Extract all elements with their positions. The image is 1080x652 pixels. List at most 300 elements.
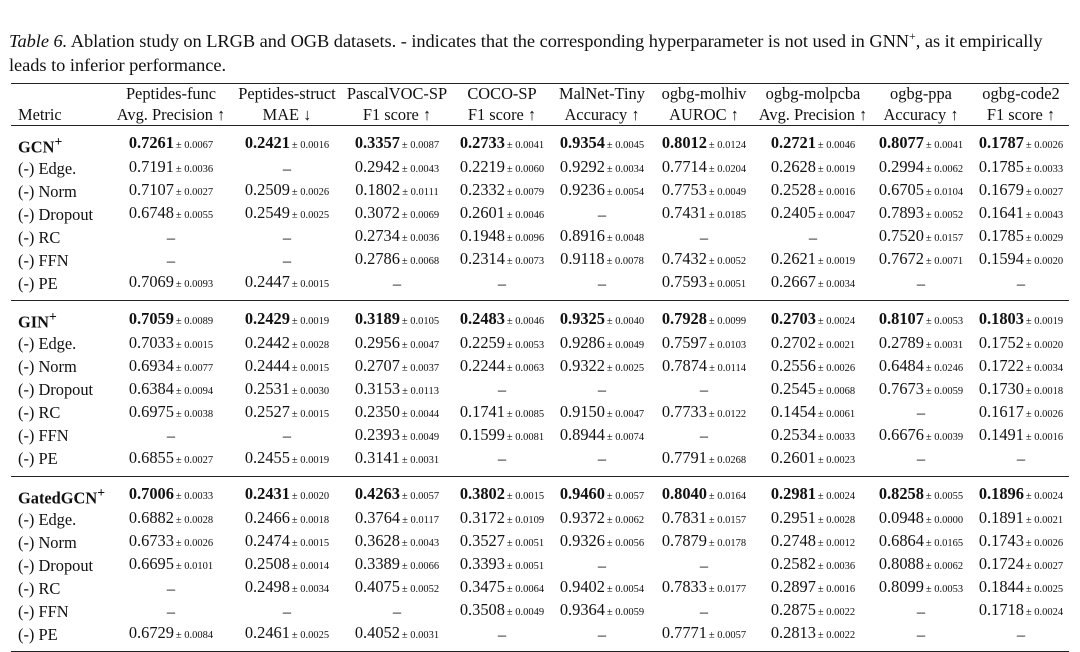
mean-value: 0.4052 xyxy=(354,623,400,643)
std-value: ± 0.0099 xyxy=(708,315,747,327)
ablation-label: (-) Dropout xyxy=(18,555,94,575)
mean-value: 0.7673 xyxy=(878,378,924,398)
mean-value: 0.2447 xyxy=(244,272,290,292)
std-value: ± 0.0043 xyxy=(401,538,440,550)
std-value: ± 0.0124 xyxy=(708,140,747,152)
dash-value: – xyxy=(282,250,292,270)
mean-value: 0.2259 xyxy=(459,332,505,352)
mean-value: 0.1594 xyxy=(978,249,1024,269)
mean-value: 0.2621 xyxy=(770,249,816,269)
value-cell xyxy=(869,623,973,652)
mean-value: 0.1785 xyxy=(978,157,1024,177)
dash-value: – xyxy=(166,426,176,446)
value-cell xyxy=(651,203,757,226)
value-cell xyxy=(973,157,1069,180)
value-cell xyxy=(651,226,757,249)
mean-value: 0.9236 xyxy=(559,180,605,200)
mean-value: 0.1724 xyxy=(978,554,1024,574)
model-sup: + xyxy=(97,484,106,500)
ablation-label: (-) Dropout xyxy=(18,380,94,400)
mean-value: 0.2474 xyxy=(244,531,290,551)
mean-value: 0.7833 xyxy=(661,577,707,597)
ablation-label: (-) PE xyxy=(18,624,58,644)
value-cell xyxy=(553,226,651,249)
std-value: ± 0.0085 xyxy=(506,408,545,420)
mean-value: 0.3172 xyxy=(459,508,505,528)
mean-value: 0.6733 xyxy=(128,531,174,551)
table-group xyxy=(11,126,1069,301)
std-value: ± 0.0015 xyxy=(291,279,330,291)
header-dataset: Peptides-func xyxy=(125,84,217,103)
value-cell xyxy=(343,476,451,508)
std-value: ± 0.0164 xyxy=(708,491,747,503)
std-value: ± 0.0020 xyxy=(291,491,330,503)
std-value: ± 0.0122 xyxy=(708,408,747,420)
std-value: ± 0.0049 xyxy=(506,607,545,619)
std-value: ± 0.0051 xyxy=(506,561,545,573)
std-value: ± 0.0165 xyxy=(925,538,964,550)
value-cell xyxy=(111,531,231,554)
ablation-label: (-) Norm xyxy=(18,532,77,552)
dash-value: – xyxy=(597,380,607,400)
table-group xyxy=(11,476,1069,651)
mean-value: 0.1641 xyxy=(978,203,1024,223)
dash-value: – xyxy=(597,204,607,224)
mean-value: 0.6705 xyxy=(878,180,924,200)
mean-value: 0.2527 xyxy=(244,401,290,421)
value-cell xyxy=(651,554,757,577)
dash-value: – xyxy=(282,426,292,446)
ablation-label: (-) Edge. xyxy=(18,509,77,529)
value-cell xyxy=(651,126,757,158)
std-value: ± 0.0036 xyxy=(817,561,856,573)
mean-value: 0.3393 xyxy=(459,554,505,574)
std-value: ± 0.0012 xyxy=(817,538,856,550)
mean-value: 0.7893 xyxy=(878,203,924,223)
value-cell xyxy=(869,333,973,356)
value-cell xyxy=(343,508,451,531)
mean-value: 0.8012 xyxy=(661,133,707,153)
value-cell xyxy=(451,333,553,356)
value-cell xyxy=(869,301,973,333)
value-cell xyxy=(553,379,651,402)
value-cell xyxy=(651,157,757,180)
value-cell xyxy=(973,600,1069,623)
std-value: ± 0.0015 xyxy=(291,538,330,550)
mean-value: 0.1948 xyxy=(459,226,505,246)
value-cell xyxy=(553,402,651,425)
std-value: ± 0.0034 xyxy=(606,164,645,176)
std-value: ± 0.0033 xyxy=(817,431,856,443)
std-value: ± 0.0081 xyxy=(506,431,545,443)
value-cell xyxy=(651,272,757,301)
value-cell xyxy=(343,402,451,425)
table-row xyxy=(11,356,1069,379)
header-metric: AUROC ↑ xyxy=(669,105,739,124)
mean-value: 0.3802 xyxy=(459,484,505,504)
mean-value: 0.2461 xyxy=(244,623,290,643)
mean-value: 0.9150 xyxy=(559,401,605,421)
dash-value: – xyxy=(699,601,709,621)
std-value: ± 0.0045 xyxy=(606,140,645,152)
table-row xyxy=(11,448,1069,477)
table-header xyxy=(11,84,1069,126)
value-cell xyxy=(451,180,553,203)
value-cell xyxy=(973,356,1069,379)
dash-value: – xyxy=(1016,449,1026,469)
mean-value: 0.7831 xyxy=(661,508,707,528)
std-value: ± 0.0109 xyxy=(506,515,545,527)
caption-sup: + xyxy=(909,29,916,43)
std-value: ± 0.0020 xyxy=(1025,256,1064,268)
value-cell xyxy=(973,531,1069,554)
value-cell xyxy=(111,157,231,180)
std-value: ± 0.0015 xyxy=(175,339,214,351)
value-cell xyxy=(757,448,869,477)
value-cell xyxy=(869,577,973,600)
table-row xyxy=(11,333,1069,356)
value-cell xyxy=(231,508,343,531)
table-row xyxy=(11,272,1069,301)
mean-value: 0.7059 xyxy=(128,308,174,328)
std-value: ± 0.0043 xyxy=(1025,210,1064,222)
value-cell xyxy=(757,333,869,356)
std-value: ± 0.0185 xyxy=(708,210,747,222)
mean-value: 0.2531 xyxy=(244,378,290,398)
value-cell xyxy=(111,301,231,333)
std-value: ± 0.0016 xyxy=(1025,431,1064,443)
header-metric: F1 score ↑ xyxy=(986,105,1056,124)
table-row xyxy=(11,249,1069,272)
mean-value: 0.9364 xyxy=(559,600,605,620)
caption-label: Table 6. xyxy=(9,31,68,51)
dash-value: – xyxy=(916,273,926,293)
std-value: ± 0.0024 xyxy=(817,315,856,327)
mean-value: 0.8916 xyxy=(559,226,605,246)
ablation-label: (-) Edge. xyxy=(18,334,77,354)
mean-value: 0.2702 xyxy=(770,332,816,352)
value-cell xyxy=(111,356,231,379)
value-cell xyxy=(343,356,451,379)
mean-value: 0.6855 xyxy=(128,447,174,467)
model-label: GIN xyxy=(18,312,49,332)
std-value: ± 0.0157 xyxy=(708,515,747,527)
mean-value: 0.2875 xyxy=(770,600,816,620)
std-value: ± 0.0037 xyxy=(401,362,440,374)
value-cell xyxy=(231,402,343,425)
value-cell xyxy=(757,600,869,623)
std-value: ± 0.0054 xyxy=(606,584,645,596)
table-row xyxy=(11,180,1069,203)
mean-value: 0.7753 xyxy=(661,180,707,200)
std-value: ± 0.0026 xyxy=(291,187,330,199)
value-cell xyxy=(231,249,343,272)
value-cell xyxy=(869,203,973,226)
dash-value: – xyxy=(166,578,176,598)
mean-value: 0.6384 xyxy=(128,378,174,398)
std-value: ± 0.0089 xyxy=(175,315,214,327)
std-value: ± 0.0019 xyxy=(817,164,856,176)
std-value: ± 0.0062 xyxy=(925,561,964,573)
value-cell xyxy=(651,531,757,554)
mean-value: 0.2332 xyxy=(459,180,505,200)
mean-value: 0.7191 xyxy=(128,157,174,177)
mean-value: 0.2601 xyxy=(770,447,816,467)
std-value: ± 0.0073 xyxy=(506,256,545,268)
value-cell xyxy=(231,379,343,402)
value-cell xyxy=(869,600,973,623)
std-value: ± 0.0049 xyxy=(401,431,440,443)
value-cell xyxy=(343,180,451,203)
value-cell xyxy=(869,272,973,301)
mean-value: 0.2442 xyxy=(244,332,290,352)
value-cell xyxy=(757,577,869,600)
std-value: ± 0.0016 xyxy=(291,140,330,152)
dash-value: – xyxy=(497,449,507,469)
std-value: ± 0.0025 xyxy=(1025,584,1064,596)
std-value: ± 0.0051 xyxy=(708,279,747,291)
dash-value: – xyxy=(166,601,176,621)
value-cell xyxy=(651,379,757,402)
header-metric: Avg. Precision ↑ xyxy=(758,105,868,124)
std-value: ± 0.0027 xyxy=(175,454,214,466)
dash-value: – xyxy=(808,227,818,247)
std-value: ± 0.0113 xyxy=(402,385,439,397)
value-cell xyxy=(757,531,869,554)
value-cell xyxy=(231,531,343,554)
value-cell xyxy=(553,425,651,448)
std-value: ± 0.0028 xyxy=(817,515,856,527)
mean-value: 0.1752 xyxy=(978,332,1024,352)
std-value: ± 0.0034 xyxy=(291,584,330,596)
value-cell xyxy=(111,554,231,577)
value-cell xyxy=(451,531,553,554)
value-cell xyxy=(757,126,869,158)
mean-value: 0.0948 xyxy=(878,508,924,528)
value-cell xyxy=(111,577,231,600)
std-value: ± 0.0059 xyxy=(606,607,645,619)
std-value: ± 0.0029 xyxy=(1025,233,1064,245)
dash-value: – xyxy=(699,227,709,247)
value-cell xyxy=(651,448,757,477)
value-cell xyxy=(973,577,1069,600)
std-value: ± 0.0022 xyxy=(817,630,856,642)
value-cell xyxy=(973,425,1069,448)
std-value: ± 0.0040 xyxy=(606,315,645,327)
std-value: ± 0.0111 xyxy=(402,187,439,199)
table-row xyxy=(11,508,1069,531)
std-value: ± 0.0026 xyxy=(1025,140,1064,152)
value-cell xyxy=(757,272,869,301)
std-value: ± 0.0027 xyxy=(1025,561,1064,573)
value-cell xyxy=(757,379,869,402)
value-cell xyxy=(231,157,343,180)
mean-value: 0.2981 xyxy=(770,484,816,504)
std-value: ± 0.0018 xyxy=(291,515,330,527)
mean-value: 0.1730 xyxy=(978,378,1024,398)
mean-value: 0.4263 xyxy=(354,484,400,504)
mean-value: 0.3141 xyxy=(354,447,400,467)
dash-value: – xyxy=(166,250,176,270)
std-value: ± 0.0019 xyxy=(1025,315,1064,327)
mean-value: 0.7879 xyxy=(661,531,707,551)
std-value: ± 0.0074 xyxy=(606,431,645,443)
ablation-label: (-) Dropout xyxy=(18,204,94,224)
mean-value: 0.1679 xyxy=(978,180,1024,200)
std-value: ± 0.0268 xyxy=(708,454,747,466)
value-cell xyxy=(111,600,231,623)
std-value: ± 0.0096 xyxy=(506,233,545,245)
mean-value: 0.2429 xyxy=(244,308,290,328)
value-cell xyxy=(451,623,553,652)
mean-value: 0.2466 xyxy=(244,508,290,528)
std-value: ± 0.0041 xyxy=(925,140,964,152)
header-dataset: COCO-SP xyxy=(467,84,537,103)
dash-value: – xyxy=(392,601,402,621)
value-cell xyxy=(343,531,451,554)
header-metric: MAE ↓ xyxy=(262,105,312,124)
value-cell xyxy=(231,425,343,448)
std-value: ± 0.0047 xyxy=(401,339,440,351)
std-value: ± 0.0024 xyxy=(817,491,856,503)
value-cell xyxy=(973,126,1069,158)
model-name xyxy=(11,126,111,158)
std-value: ± 0.0028 xyxy=(175,515,214,527)
std-value: ± 0.0026 xyxy=(1025,538,1064,550)
std-value: ± 0.0028 xyxy=(291,339,330,351)
mean-value: 0.1785 xyxy=(978,226,1024,246)
table-row xyxy=(11,577,1069,600)
std-value: ± 0.0000 xyxy=(925,515,964,527)
mean-value: 0.1722 xyxy=(978,355,1024,375)
value-cell xyxy=(651,301,757,333)
mean-value: 0.7874 xyxy=(662,355,708,375)
table-row xyxy=(11,554,1069,577)
value-cell xyxy=(973,203,1069,226)
header-metric: Accuracy ↑ xyxy=(564,105,640,124)
mean-value: 0.2444 xyxy=(244,355,290,375)
value-cell xyxy=(553,508,651,531)
std-value: ± 0.0157 xyxy=(925,233,964,245)
value-cell xyxy=(231,126,343,158)
dash-value: – xyxy=(916,601,926,621)
mean-value: 0.2748 xyxy=(770,531,816,551)
std-value: ± 0.0031 xyxy=(401,454,440,466)
std-value: ± 0.0114 xyxy=(709,362,746,374)
mean-value: 0.8040 xyxy=(661,484,707,504)
value-cell xyxy=(343,379,451,402)
std-value: ± 0.0031 xyxy=(401,630,440,642)
mean-value: 0.2393 xyxy=(354,424,400,444)
std-value: ± 0.0034 xyxy=(1025,362,1064,374)
std-value: ± 0.0026 xyxy=(1025,408,1064,420)
mean-value: 0.7069 xyxy=(128,272,174,292)
dash-value: – xyxy=(916,449,926,469)
dash-value: – xyxy=(497,624,507,644)
value-cell xyxy=(343,157,451,180)
std-value: ± 0.0026 xyxy=(817,362,856,374)
std-value: ± 0.0055 xyxy=(925,491,964,503)
mean-value: 0.7714 xyxy=(661,157,707,177)
value-cell xyxy=(343,333,451,356)
value-cell xyxy=(651,600,757,623)
header-metric-label: Metric xyxy=(18,105,62,124)
mean-value: 0.2455 xyxy=(244,447,290,467)
value-cell xyxy=(869,157,973,180)
mean-value: 0.1802 xyxy=(355,180,401,200)
ablation-label: (-) PE xyxy=(18,273,58,293)
mean-value: 0.2545 xyxy=(770,378,816,398)
value-cell xyxy=(869,554,973,577)
mean-value: 0.2431 xyxy=(244,484,290,504)
mean-value: 0.8099 xyxy=(878,577,924,597)
std-value: ± 0.0078 xyxy=(606,256,644,268)
mean-value: 0.6676 xyxy=(878,424,924,444)
value-cell xyxy=(451,577,553,600)
std-value: ± 0.0015 xyxy=(506,491,545,503)
std-value: ± 0.0033 xyxy=(175,491,214,503)
value-cell xyxy=(111,448,231,477)
mean-value: 0.2667 xyxy=(770,272,816,292)
mean-value: 0.2994 xyxy=(878,157,924,177)
mean-value: 0.2789 xyxy=(878,332,924,352)
mean-value: 0.2813 xyxy=(770,623,816,643)
std-value: ± 0.0069 xyxy=(401,210,440,222)
std-value: ± 0.0064 xyxy=(506,584,545,596)
value-cell xyxy=(973,508,1069,531)
table-row xyxy=(11,623,1069,652)
value-cell xyxy=(343,448,451,477)
value-cell xyxy=(343,249,451,272)
value-cell xyxy=(651,577,757,600)
mean-value: 0.6934 xyxy=(128,355,174,375)
model-name xyxy=(11,476,111,508)
mean-value: 0.7928 xyxy=(661,308,707,328)
mean-value: 0.3072 xyxy=(354,203,400,223)
value-cell xyxy=(973,448,1069,477)
std-value: ± 0.0034 xyxy=(817,279,856,291)
ablation-label: (-) RC xyxy=(18,578,61,598)
value-cell xyxy=(553,203,651,226)
ablation-label: (-) RC xyxy=(18,227,61,247)
value-cell xyxy=(553,554,651,577)
std-value: ± 0.0041 xyxy=(506,140,545,152)
value-cell xyxy=(553,180,651,203)
std-value: ± 0.0036 xyxy=(401,233,440,245)
model-sup: + xyxy=(48,309,57,325)
std-value: ± 0.0025 xyxy=(291,630,330,642)
value-cell xyxy=(869,531,973,554)
std-value: ± 0.0016 xyxy=(817,187,856,199)
table-group xyxy=(11,301,1069,476)
value-cell xyxy=(451,508,553,531)
std-value: ± 0.0084 xyxy=(175,630,214,642)
ablation-label: (-) FFN xyxy=(18,601,69,621)
mean-value: 0.7261 xyxy=(128,133,174,153)
mean-value: 0.9325 xyxy=(559,308,605,328)
mean-value: 0.8258 xyxy=(878,484,924,504)
header-metric: Avg. Precision ↑ xyxy=(116,105,226,124)
value-cell xyxy=(757,203,869,226)
dash-value: – xyxy=(699,555,709,575)
value-cell xyxy=(651,623,757,652)
value-cell xyxy=(869,126,973,158)
std-value: ± 0.0093 xyxy=(175,279,214,291)
mean-value: 0.2897 xyxy=(770,577,816,597)
caption-text-after: , as it empirically leads to inferior performance. xyxy=(9,31,1043,75)
value-cell xyxy=(231,203,343,226)
std-value: ± 0.0056 xyxy=(606,538,645,550)
